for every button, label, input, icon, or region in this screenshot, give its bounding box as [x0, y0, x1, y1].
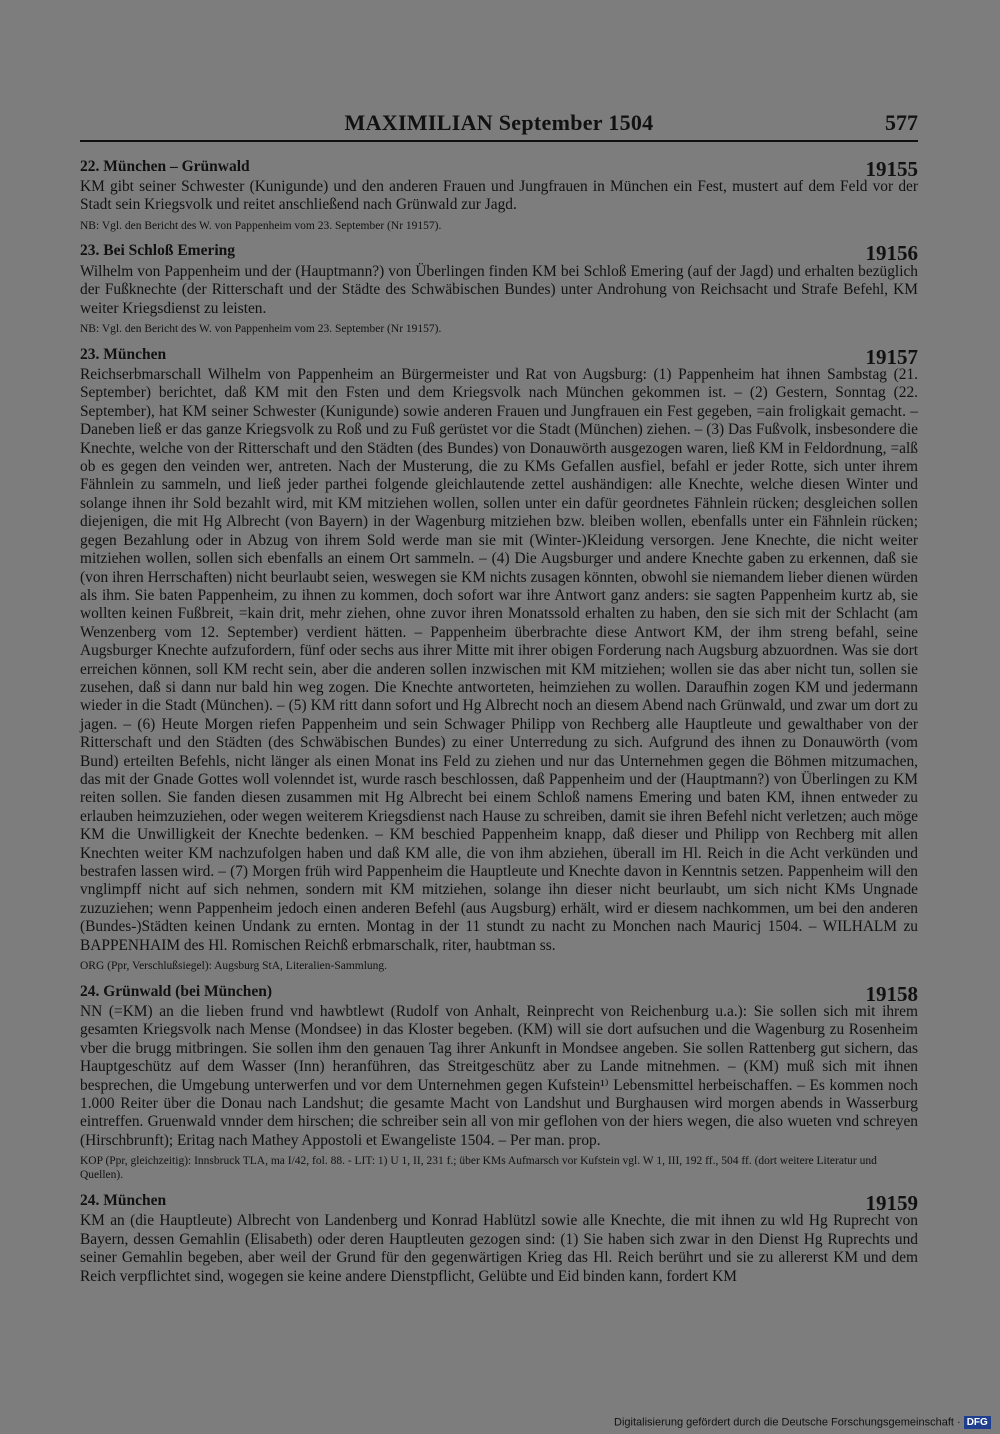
entry-date-place: 22. München – Grünwald: [80, 157, 250, 175]
regest-entry: [80, 342, 918, 973]
funding-footer: [614, 1416, 986, 1432]
entry-body: NN (=KM) an die lieben frund vnd hawbtlewt (Rudolf von Anhalt, Reinprecht von Reichenburg u.a.): Sie sollen sich mit ihrem gesamten Kriegsvolk nach Mense (Mondsee) in das Kloster begeben. (KM) will sie dort aufsuchen und die Wagenburg zu Rosenheim vber die brugg mitbringen. Sie sollen ihm den genauen Tag ihrer Ankunft in Mondsee angeben. Sie sollen Rattenberg gut sichern, das Hauptgeschütz auf dem Wasser (Inn) heranführen, das Streitgeschütz aber zu Lande mitnehmen. – (KM) muß sich mit ihnen besprechen, die Umgebung unterwerfen und vor dem Unternehmen gegen Kufstein¹⁾ Lebensmittel herbeischaffen. – Es kommen noch 1.000 Reiter über die Donau nach Landshut; die gesamte Macht von Landshut und Burghausen wird morgen abends in Wasserburg eintreffen. Gruenwald vnnder dem hirschen; die schreiber sein all von mir geflohen von der hiers wegen, die also wueten vnd schreyen (Hirschbrunft); Eritag nach Mathey Appostoli et Ewangeliste 1504. – Per man. prop.: [80, 1003, 918, 1149]
entry-date-place: 24. Grünwald (bei München): [80, 982, 273, 1000]
entry-body: Wilhelm von Pappenheim und der (Hauptmann?) von Überlingen finden KM bei Schloß Emering (auf der Jagd) und erhalten bezüglich der Fußknechte (der Ritterschaft und der Städte des Schwäbischen Bundes) unter Androhung von Reichsacht und Strafe Befehl, KM weiter Kriegsdienst zu leisten.: [80, 262, 918, 317]
entry-number: 19155: [865, 156, 918, 181]
entry-note: ORG (Ppr, Verschlußsiegel): Augsburg StA, Literalien-Sammlung.: [80, 960, 388, 973]
entry-body: KM an (die Hauptleute) Albrecht von Landenberg und Konrad Hablützl sowie alle Knechte, die mit ihnen zu wld Hg Ruprecht von Bayern, dessen Gemahlin (Elisabeth) oder deren Hauptleuten gezogen sind: (1) Sie haben sich zwar in den Dienst Hg Ruprechts und seiner Gemahlin begeben, aber weil der Grund für den gegenwärtigen Krieg das Hl. Reich berührt und sie zu allererst KM und dem Reich verpflichtet sind, wogegen sie keine andere Dienstpflicht, Gelübte und Eid binden kann, fordert KM: [80, 1212, 918, 1285]
entry-body: Reichserbmarschall Wilhelm von Pappenheim an Bürgermeister und Rat von Augsburg: (1) Pappenheim hat ihnen Sambstag (21. September) berichtet, daß KM mit den Fsten und dem Kriegsvolk nach München gekommen ist. – (2) Gestern, Sonntag (22. September), hat KM seiner Schwester (Kunigunde) sowie anderen Frauen und Jungfrauen ein Fest gegeben, =ain froligkait gemacht. – Daneben ließ er das ganze Kriegsvolk zu Roß und zu Fuß gerüstet vor die Stadt (München) ziehen. – (3) Das Fußvolk, insbesondere die Knechte, welche von der Ritterschaft und den Städten (des Bundes) von Donauwörth ausgezogen waren, ließ KM in Feldordnung, =alß ob es gegen den veinden wer, antreten. Nach der Musterung, die zu KMs Gefallen ausfiel, befahl er jeder Rotte, sich unter ihrem Fähnlein zu sammeln, und ließ jeder parthei folgende gleichlautende zettel aushändigen: alle Knechte, welche diesen Winter und solange ihnen ihr Sold bezahlt wird, mit KM mitziehen wollen, sollen unter ein dafür geordnetes Fähnlein rücken; desgleichen sollen diejenigen, die mit Hg Albrecht (von Bayern) in der Wagenburg mitziehen bzw. bleiben wollen, ebenfalls unter ein Fähnlein rücken; gegen Bezahlung oder in Abzug von ihrem Sold werde man sie mit (Winter-)Kleidung versorgen. Jene Knechte, die nicht weiter mitziehen wollen, sollen sich ebenfalls an einem Ort sammeln. – (4) Die Augsburger und andere Knechte gaben zu erkennen, daß sie (von ihren Herrschaften) nicht beurlaubt seien, weswegen sie KM nichts zusagen könnten, obwohl sie niemandem lieber dienen würden als ihm. Sie baten Pappenheim, zu ihnen zu kommen, doch sofort war ihre Antwort ganz anders: sie sagten Pappenheim kurtz ab, sie wollten keinen Fußbreit, =kain drit, mehr ziehen, ohne zuvor ihren Monatssold erhalten zu haben, den sie sich mit der Schlacht (am Wenzenberg vom 12. September) verdient hätten. – Pappenheim überbrachte diese Antwort KM, der ihm streng befahl, seine Augsburger Knechte aufzufordern, fünf oder sechs aus ihrer Mitte mit ihrer obigen Forderung nach Augsburg abzuordnen. Was sie dort erreichen können, soll KM recht sein, aber die anderen sollen inzwischen mit KM mitziehen; wollen sie das aber nicht tun, sollen sie zusehen, daß si dann nur bald hin weg zogen. Die Knechte antworteten, heimziehen zu wollen. Daraufhin zogen KM und jedermann wieder in die Stadt (München). – (5) KM ritt dann sofort und Hg Albrecht noch an diesem Abend nach Grünwald, und zwar um dort zu jagen. – (6) Heute Morgen riefen Pappenheim und sein Schwager Philipp von Rechberg alle Hauptleute und gewalthaber von der Ritterschaft und den Städten (des Schwäbischen Bundes) zu einer Unterredung zu sich. Aufgrund des ihnen zu Donauwörth (vom Bund) erteilten Befehls, nicht länger als einen Monat ins Feld zu ziehen und nur das Unternehmen gegen die Böhmen mitzumachen, das mit der Gnade Gottes woll volenndet ist, wurde rasch beschlossen, daß Pappenheim und der (Hauptmann?) von Überlingen zu KM reiten sollen. Sie fanden diesen zusammen mit Hg Albrecht bei einem Schloß namens Emering und baten KM, ihnen entweder zu erlauben heimzuziehen, oder wegen weiterem Kriegsdienst nach Hause zu schreiben, damit sie ihren Befehl nicht verletzen; auch möge KM die Unwilligkeit der Knechte bedenken. – KM beschied Pappenheim knapp, daß dieser und Philipp von Rechberg mit allen Knechten weiter KM nachzufolgen haben und daß KM alle, die von ihm abziehen, überall im Hl. Reich in die Acht verkünden und bestrafen lassen wird. – (7) Morgen früh wird Pappenheim die Hauptleute und Knechte davon in Kenntnis setzen. Pappenheim will den vnglimpff nicht auf sich nehmen, sondern mit KM mitziehen, solange ihn dieser nicht beurlaubt, um sich nicht KMs Ungnade zuzuziehen; wenn Pappenheim jedoch einen anderen Befehl (aus Augsburg) erhält, wird er diesem nachkommen, um bei den anderen (Bundes-)Städten keinen Undank zu ernten. Montag in der 11 stundt zu nacht zu Monchen nach Mauricj 1504. – WILHALM zu BAPPENHAIM des Hl. Romischen Reichß erbmarschalk, riter, haubtman ss.: [80, 366, 918, 954]
entry-header: [80, 342, 918, 369]
entry-date-place: 23. München: [80, 345, 167, 363]
dfg-logo: DFG: [964, 1416, 991, 1429]
entry-note: NB: Vgl. den Bericht des W. von Pappenheim vom 23. September (Nr 19157).: [80, 219, 442, 232]
entry-number: 19158: [865, 981, 918, 1006]
entry-number: 19156: [865, 241, 918, 266]
entry-header: [80, 239, 918, 266]
page-header: [80, 110, 918, 142]
entry-date-place: 24. München: [80, 1191, 167, 1209]
regest-entry: [80, 154, 918, 233]
entry-note: NB: Vgl. den Bericht des W. von Pappenheim vom 23. September (Nr 19157).: [80, 323, 442, 336]
entry-header: [80, 154, 918, 181]
entries-list: [80, 154, 918, 1292]
entry-header: [80, 979, 918, 1006]
regest-entry: [80, 1188, 918, 1286]
entry-number: 19159: [865, 1190, 918, 1215]
running-title: MAXIMILIAN September 1504: [344, 110, 654, 135]
entry-header: [80, 1188, 918, 1215]
regest-entry: [80, 979, 918, 1182]
entry-date-place: 23. Bei Schloß Emering: [80, 242, 236, 260]
entry-note: KOP (Ppr, gleichzeitig): Innsbruck TLA, ma I/42, fol. 88. - LIT: 1) U 1, II, 231 f.; über KMs Aufmarsch vor Kufstein vgl. W 1, III, 192 ff., 504 ff. (dort weitere Literatur und Quellen).: [80, 1155, 877, 1182]
entry-number: 19157: [865, 344, 918, 369]
entry-body: KM gibt seiner Schwester (Kunigunde) und den anderen Frauen und Jungfrauen in München ein Fest, mustert auf dem Feld vor der Stadt sein Kriegsvolk und reitet anschließend nach Grünwald zur Jagd.: [80, 178, 918, 214]
footer-text: Digitalisierung gefördert durch die Deutsche Forschungsgemeinschaft ·: [614, 1416, 961, 1429]
regest-entry: [80, 239, 918, 336]
page-number: 577: [885, 110, 918, 135]
